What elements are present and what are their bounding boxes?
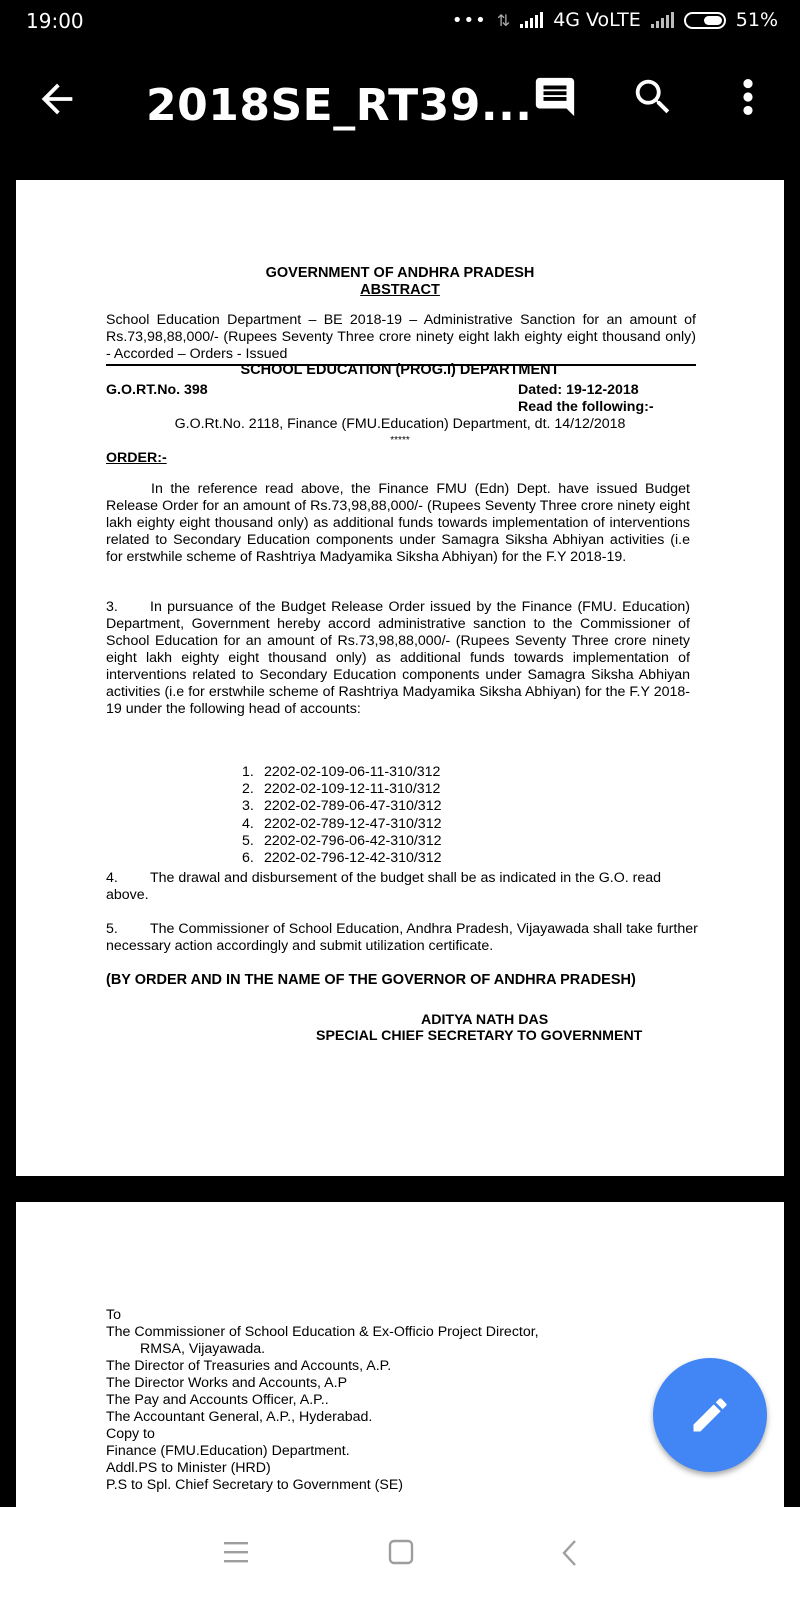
home-button[interactable] xyxy=(388,1539,414,1565)
paragraph-3 xyxy=(106,599,690,718)
more-vertical-icon xyxy=(733,74,763,120)
abstract-heading: ABSTRACT xyxy=(360,282,440,298)
battery-percent: 51% xyxy=(735,9,778,31)
paragraph-5-number: 5. xyxy=(106,921,118,937)
system-nav-bar xyxy=(0,1507,800,1600)
status-bar xyxy=(0,0,800,42)
account-number: 2. xyxy=(242,781,254,798)
account-number: 6. xyxy=(242,850,254,867)
order-heading: ORDER:- xyxy=(106,450,167,466)
document-page-1[interactable] xyxy=(16,180,784,1176)
account-code: 2202-02-789-06-47-310/312 xyxy=(264,798,442,815)
list-item xyxy=(242,798,441,815)
chevron-left-icon xyxy=(560,1539,580,1567)
account-code: 2202-02-796-12-42-310/312 xyxy=(264,850,442,867)
subject-text: School Education Department – BE 2018-19 – Administrative Sanction for an amount of Rs.73,98,88,000/- (Rupees Seventy Three crore ninety eight lakh eighty eight thousand only) - Accorded – Orders - Issued xyxy=(106,312,696,366)
arrow-left-icon xyxy=(34,76,80,122)
recipient-line: The Director Works and Accounts, A.P xyxy=(106,1375,348,1391)
separator-stars: ***** xyxy=(390,435,410,446)
paragraph-5 xyxy=(106,921,698,955)
more-options-button[interactable] xyxy=(733,74,763,120)
paragraph-3-number: 3. xyxy=(106,599,118,615)
comment-icon xyxy=(532,74,578,120)
document-title: 2018SE_RT39... xyxy=(146,80,533,131)
copy-line: Finance (FMU.Education) Department. xyxy=(106,1443,350,1459)
paragraph-4 xyxy=(106,870,698,904)
go-number: G.O.RT.No. 398 xyxy=(106,382,208,398)
battery-icon xyxy=(684,12,726,29)
data-transfer-icon: ⇅ xyxy=(496,10,511,30)
account-code: 2202-02-796-06-42-310/312 xyxy=(264,832,442,849)
account-code: 2202-02-109-06-11-310/312 xyxy=(264,764,441,780)
head-of-accounts-list xyxy=(242,764,441,867)
status-time: 19:00 xyxy=(26,9,84,33)
list-item xyxy=(242,781,441,798)
by-order-line: (BY ORDER AND IN THE NAME OF THE GOVERNOR OF ANDHRA PRADESH) xyxy=(106,972,636,988)
account-number: 3. xyxy=(242,798,254,815)
notification-dots-icon: ••• xyxy=(451,9,487,31)
comment-button[interactable] xyxy=(532,74,578,120)
square-icon xyxy=(388,1539,414,1565)
system-back-button[interactable] xyxy=(560,1539,580,1567)
recent-apps-button[interactable] xyxy=(222,1539,250,1565)
copy-to-label: Copy to xyxy=(106,1426,155,1442)
signal-2-icon xyxy=(651,12,674,28)
account-number: 4. xyxy=(242,815,254,832)
recipient-line: The Commissioner of School Education & Ex-Officio Project Director, xyxy=(106,1324,539,1340)
recipient-line: RMSA, Vijayawada. xyxy=(140,1341,266,1357)
account-code: 2202-02-109-12-11-310/312 xyxy=(264,781,441,798)
paragraph-1: In the reference read above, the Finance FMU (Edn) Dept. have issued Budget Release Order for an amount of Rs.73,98,88,000/- (Rupees Seventy Three crore ninety eight lakh eighty eight thousand only) as additional funds towards implementation of interventions related to Secondary Education components under Samagra Siksha Abhiyan activities (i.e for erstwhile scheme of Rashtriya Madyamika Siksha Abhiyan) for the F.Y 2018-19. xyxy=(106,481,690,565)
list-item xyxy=(242,764,441,781)
paragraph-4-number: 4. xyxy=(106,870,118,886)
to-label: To xyxy=(106,1307,121,1323)
read-following: Read the following:- xyxy=(518,399,654,415)
back-button[interactable] xyxy=(34,76,80,122)
recipient-line: The Pay and Accounts Officer, A.P.. xyxy=(106,1392,329,1408)
account-number: 5. xyxy=(242,832,254,849)
recipient-line: The Director of Treasuries and Accounts, A.P. xyxy=(106,1358,392,1374)
account-code: 2202-02-789-12-47-310/312 xyxy=(264,815,442,832)
paragraph-3-text: In pursuance of the Budget Release Order issued by the Finance (FMU. Education) Department, Government hereby accord administrative sanction to the Commissioner of School Education for an amount of Rs.73,98,88,000/- (Rupees Seventy Three crore ninety eight lakh eighty eight thousand only) as additional funds towards implementation of interventions related to Secondary Education components under Samagra Siksha Abhiyan activities (i.e for erstwhile scheme of Rashtriya Madyamika Siksha Abhiyan) for the F.Y 2018-19 under the following head of accounts: xyxy=(106,599,690,717)
pencil-icon xyxy=(688,1393,732,1437)
document-page-2[interactable] xyxy=(16,1202,784,1507)
list-item xyxy=(242,850,441,867)
copy-line: P.S to Spl. Chief Secretary to Government (SE) xyxy=(106,1477,404,1493)
signatory-title: SPECIAL CHIEF SECRETARY TO GOVERNMENT xyxy=(316,1028,643,1044)
department-heading: SCHOOL EDUCATION (PROG.I) DEPARTMENT xyxy=(240,362,560,378)
list-item xyxy=(242,833,441,850)
list-item xyxy=(242,816,441,833)
network-label: 4G VoLTE xyxy=(553,9,641,31)
search-button[interactable] xyxy=(630,74,676,120)
menu-icon xyxy=(222,1539,250,1565)
search-icon xyxy=(630,74,676,120)
account-number: 1. xyxy=(242,764,254,780)
copy-line: Addl.PS to Minister (HRD) xyxy=(106,1460,271,1476)
signal-icon xyxy=(520,12,543,28)
status-icons xyxy=(452,9,778,31)
app-bar xyxy=(0,42,800,178)
paragraph-5-text: The Commissioner of School Education, Andhra Pradesh, Vijayawada shall take further necessary action accordingly and submit utilization certificate. xyxy=(106,921,698,954)
reference-line: G.O.Rt.No. 2118, Finance (FMU.Education) Department, dt. 14/12/2018 xyxy=(174,416,626,432)
go-date: Dated: 19-12-2018 xyxy=(518,382,639,398)
recipient-line: The Accountant General, A.P., Hyderabad. xyxy=(106,1409,373,1425)
edit-fab-button[interactable] xyxy=(653,1358,767,1472)
signatory-name: ADITYA NATH DAS xyxy=(421,1012,549,1028)
paragraph-4-text: The drawal and disbursement of the budget shall be as indicated in the G.O. read above. xyxy=(106,870,662,903)
govt-heading: GOVERNMENT OF ANDHRA PRADESH xyxy=(265,265,535,281)
